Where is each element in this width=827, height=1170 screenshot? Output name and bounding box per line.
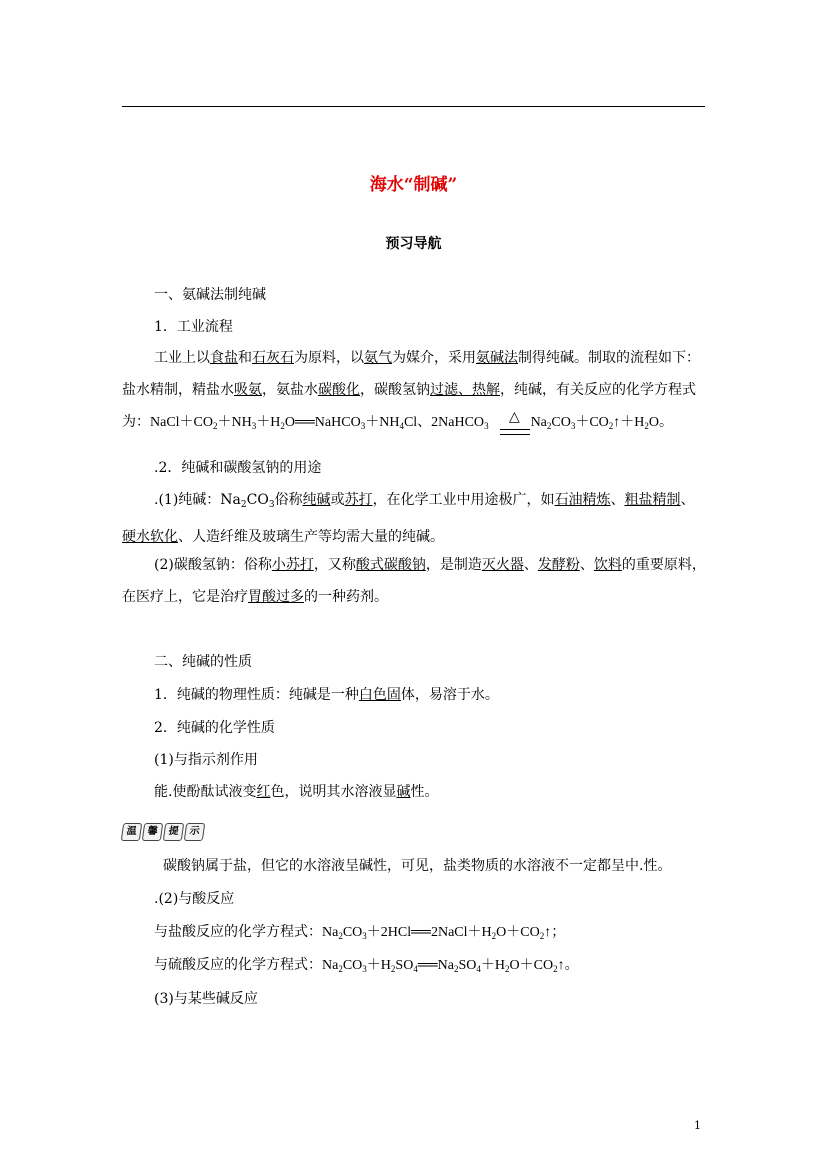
indicator-text: 能.使酚酞试液变红色，说明其水溶液显碱性。 — [154, 784, 439, 800]
section1-heading: 一、氨碱法制纯碱 — [154, 287, 266, 303]
bicarbonate-paragraph: (2)碳酸氢钠：俗称小苏打，又称酸式碳酸钠，是制造灭火器、发酵粉、饮料的重要原料，在医疗上，它是治疗胃酸过多的一种药剂。 — [122, 557, 706, 605]
process-paragraph: 工业上以食盐和石灰石为原料，以氨气为媒介，采用氨碱法制得纯碱。制取的流程如下：盐水精制，精盐水吸氨，氨盐水碳酸化，碳酸氢钠过滤、热解，纯碱，有关反应的化学方程式为：$NaCl+CO_2+NH_3+H_2O══NaHCO_3+NH_4Cl$、2NaHCO$_3$ $Na_2CO_3+CO_2↑+H_2O$。 — [122, 350, 700, 431]
physical-properties: 1．纯碱的物理性质：纯碱是一种白色固体，易溶于水。 — [154, 687, 499, 703]
heat-symbol: △ — [509, 409, 520, 425]
tip-badge-icon: 温 馨 提 示 — [122, 823, 204, 841]
acid-reaction-heading: .(2)与酸反应 — [154, 891, 235, 907]
soda-uses-paragraph: .(1)纯碱：$Na_2CO_3$俗称纯碱或苏打，在化学工业中用途极广，如石油精炼、粗盐精制、硬水软化、人造纤维及玻璃生产等均需大量的纯碱。 — [122, 492, 695, 545]
tip-text: 碳酸钠属于盐，但它的水溶液呈碱性，可见，盐类物质的水溶液不一定都呈中.性。 — [163, 858, 672, 874]
hcl-reaction-equation: 与盐酸反应的化学方程式：$Na_2CO_3+2HCl══2NaCl+H_2O+CO_2↑$； — [154, 925, 566, 941]
chemical-properties-heading: 2．纯碱的化学性质 — [154, 720, 275, 736]
section1-subheading-process: 1．工业流程 — [154, 319, 233, 335]
header-rule — [122, 106, 705, 107]
h2so4-reaction-equation: 与硫酸反应的化学方程式：$Na_2CO_3+H_2SO_4══Na_2SO_4+H_2O+CO_2↑$。 — [154, 958, 579, 974]
reaction-equals-sign — [500, 429, 530, 435]
section-subtitle: 预习导航 — [385, 236, 442, 252]
page-title: 海水“制碱” — [369, 175, 458, 195]
section2-heading: 二、纯碱的性质 — [154, 654, 252, 670]
indicator-heading: (1)与指示剂作用 — [154, 752, 258, 768]
base-reaction-heading: (3)与某些碱反应 — [154, 991, 258, 1007]
ammonia-soda-equation: $NaCl+CO_2+NH_3+H_2O══NaHCO_3+NH_4Cl$、2NaHCO$_3$ $Na_2CO_3+CO_2↑+H_2O$。 — [150, 415, 674, 431]
page-number: 1 — [694, 1119, 701, 1132]
section1-subheading-uses: .2．纯碱和碳酸氢钠的用途 — [154, 460, 322, 476]
